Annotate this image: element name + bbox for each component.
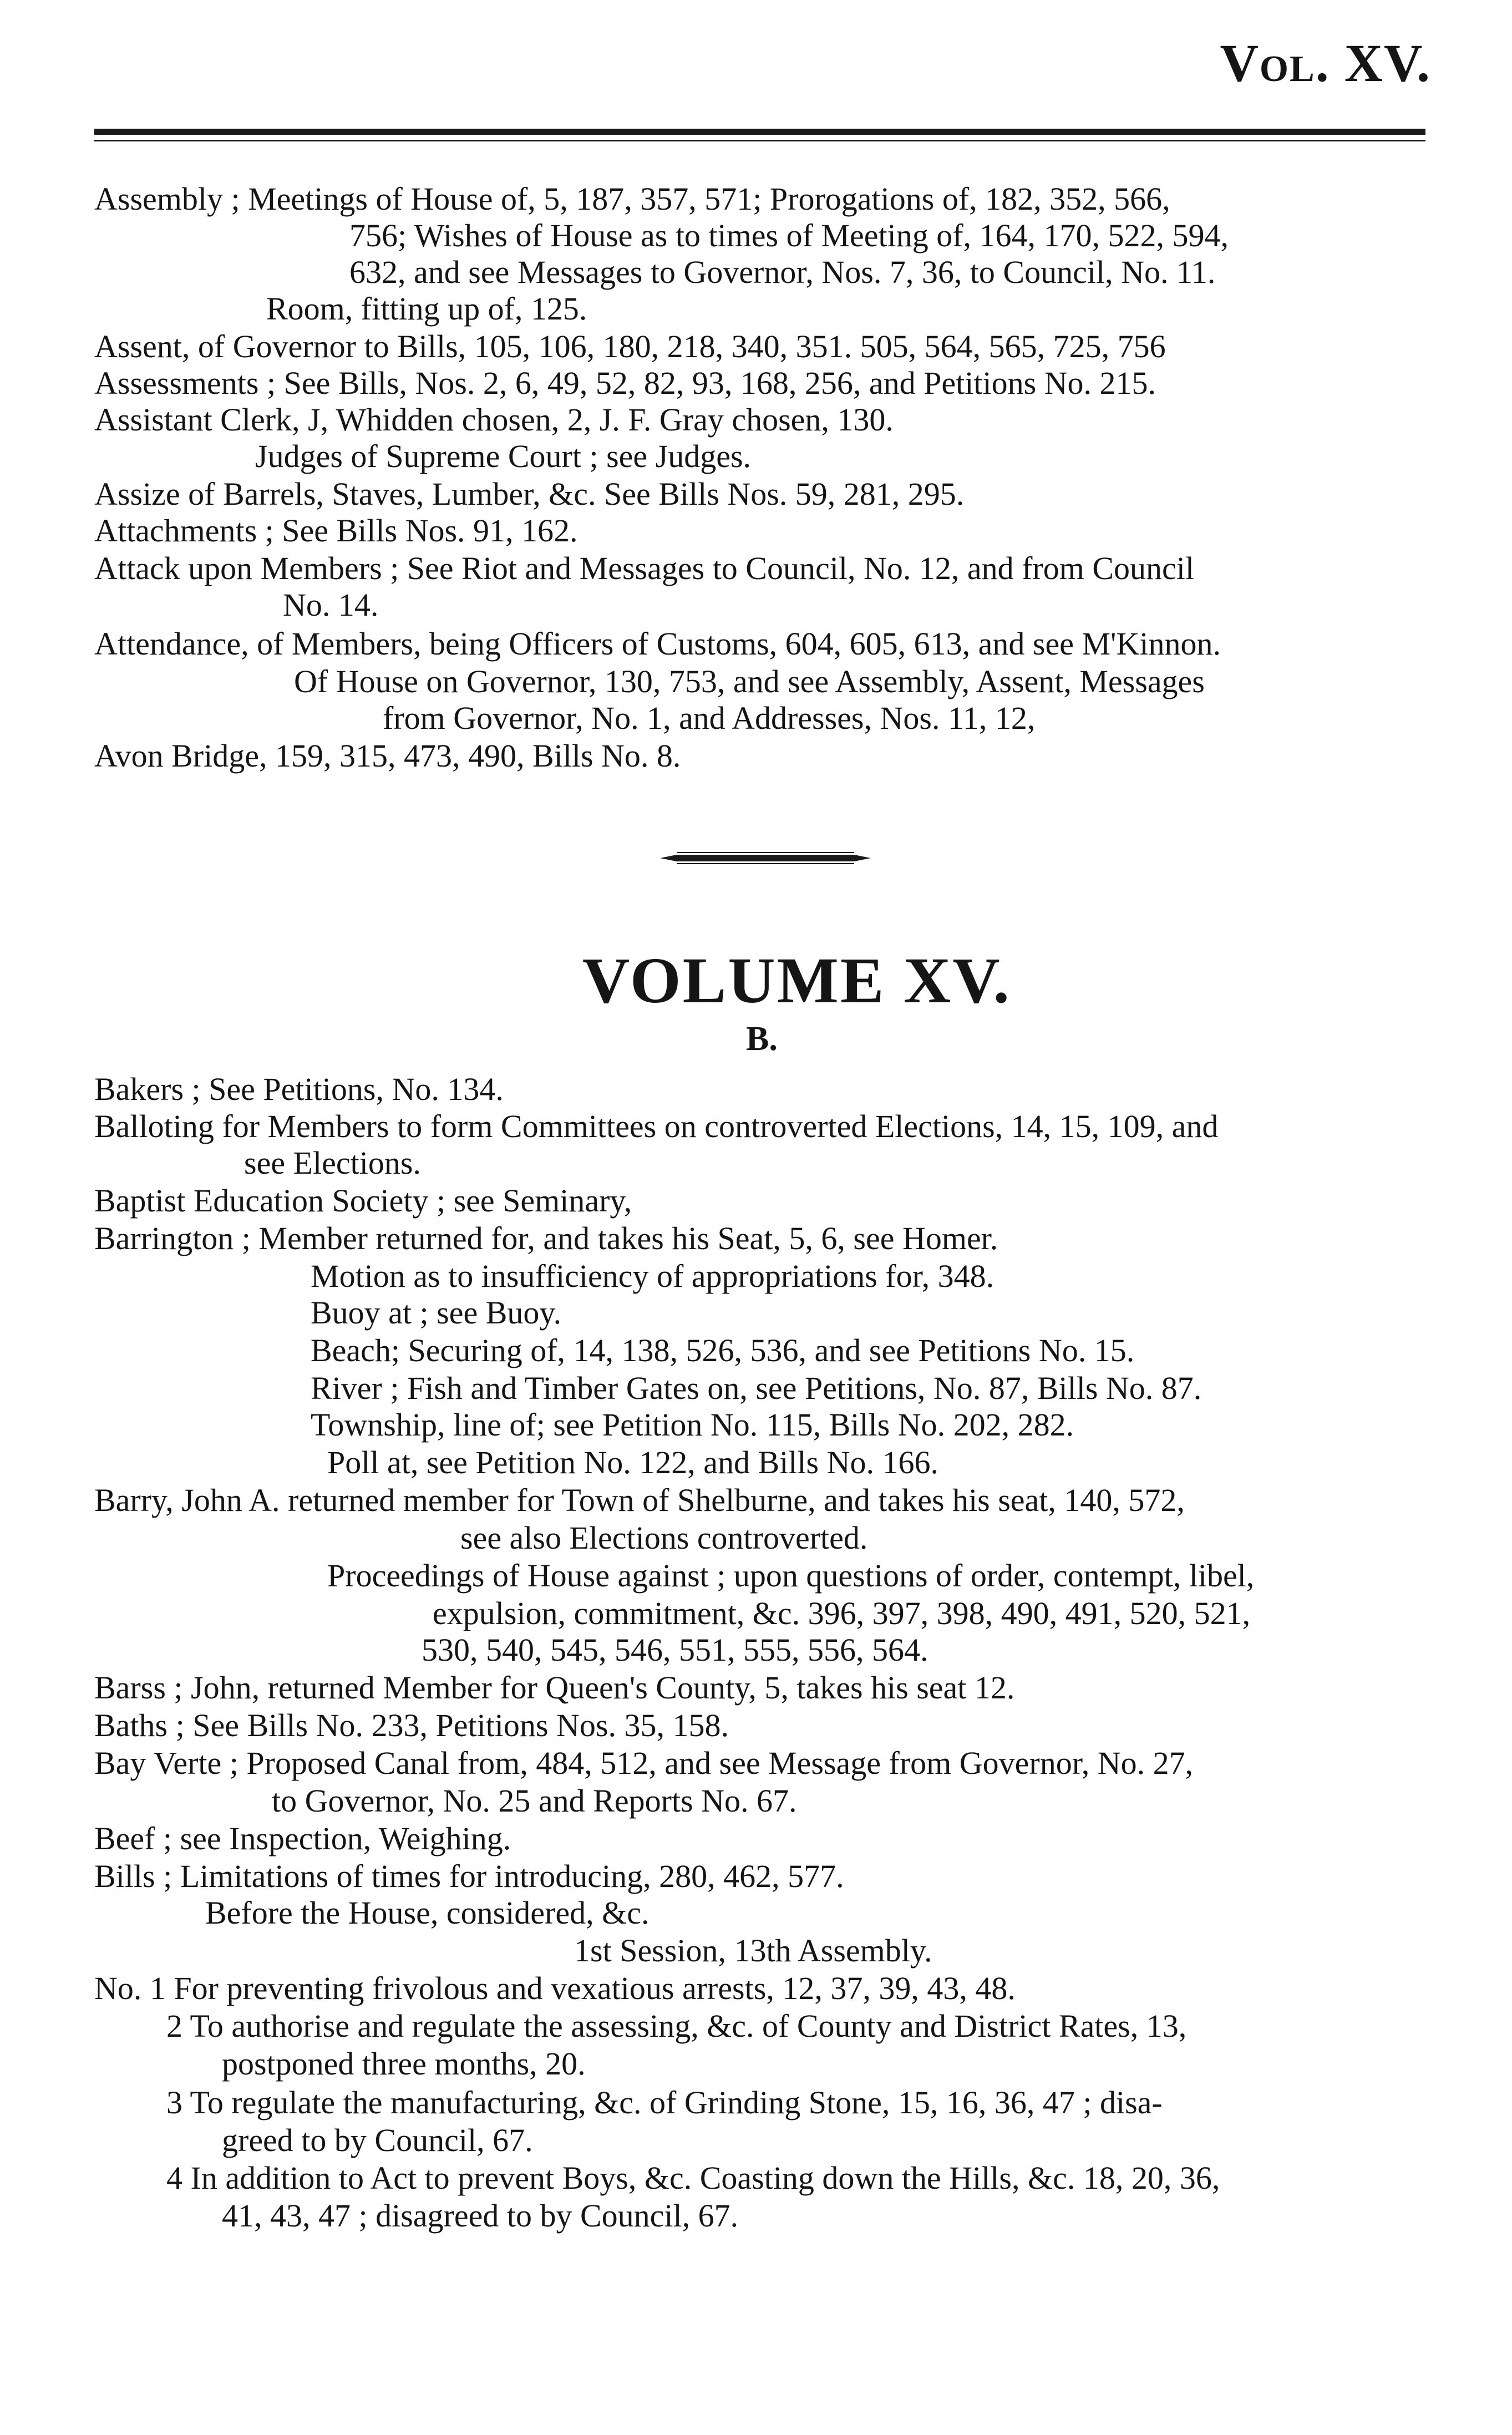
index-subentry: expulsion, commitment, &c. 396, 397, 398, 490, 491, 520, 521, (433, 1595, 1251, 1631)
bill-item-1: No. 1 For preventing frivolous and vexatious arrests, 12, 37, 39, 43, 48. (94, 1970, 1016, 2006)
volume-heading: VOLUME XV. (582, 944, 1011, 1017)
index-subentry: 530, 540, 545, 546, 551, 555, 556, 564. (422, 1632, 928, 1668)
index-subentry: River ; Fish and Timber Gates on, see Petitions, No. 87, Bills No. 87. (311, 1370, 1202, 1406)
index-subentry: Township, line of; see Petition No. 115, Bills No. 202, 282. (311, 1407, 1074, 1443)
ornamental-divider (660, 851, 871, 865)
index-subentry: Poll at, see Petition No. 122, and Bills No. 166. (327, 1444, 938, 1480)
index-subentry: see Elections. (244, 1145, 421, 1181)
index-subentry: greed to by Council, 67. (222, 2122, 533, 2158)
index-subentry: Before the House, considered, &c. (205, 1895, 650, 1931)
index-entry-assembly: Assembly ; Meetings of House of, 5, 187, 357, 571; Prorogations of, 182, 352, 566, (94, 181, 1170, 217)
header-rule (94, 129, 1425, 141)
index-entry-attendance: Attendance, of Members, being Officers of Customs, 604, 605, 613, and see M'Kinnon. (94, 626, 1221, 662)
index-entry-bills: Bills ; Limitations of times for introducing, 280, 462, 577. (94, 1858, 844, 1894)
index-entry-bay-verte: Bay Verte ; Proposed Canal from, 484, 512, and see Message from Governor, No. 27, (94, 1745, 1194, 1781)
index-entry-baths: Baths ; See Bills No. 233, Petitions Nos. 35, 158. (94, 1707, 729, 1743)
index-entry-beef: Beef ; see Inspection, Weighing. (94, 1820, 511, 1856)
index-entry-balloting: Balloting for Members to form Committees on controverted Elections, 14, 15, 109, and (94, 1108, 1219, 1144)
index-entry-assent: Assent, of Governor to Bills, 105, 106, 180, 218, 340, 351. 505, 564, 565, 725, 756 (94, 328, 1166, 364)
index-subentry: Of House on Governor, 130, 753, and see Assembly, Assent, Messages (294, 663, 1205, 699)
index-entry-barrington: Barrington ; Member returned for, and takes his Seat, 5, 6, see Homer. (94, 1220, 998, 1256)
bill-item-3: 3 To regulate the manufacturing, &c. of Grinding Stone, 15, 16, 36, 47 ; disa- (166, 2084, 1163, 2121)
index-subentry: 41, 43, 47 ; disagreed to by Council, 67. (222, 2198, 739, 2234)
index-subentry: from Governor, No. 1, and Addresses, Nos. 11, 12, (383, 700, 1036, 736)
index-subentry: No. 14. (283, 587, 379, 623)
index-subentry: 756; Wishes of House as to times of Meeting of, 164, 170, 522, 594, (349, 217, 1229, 253)
index-entry-assessments: Assessments ; See Bills, Nos. 2, 6, 49, 52, 82, 93, 168, 256, and Petitions No. 215. (94, 365, 1156, 401)
index-subentry: Room, fitting up of, 125. (266, 291, 587, 327)
session-heading: 1st Session, 13th Assembly. (574, 1932, 932, 1969)
index-entry-barss: Barss ; John, returned Member for Queen's County, 5, takes his seat 12. (94, 1670, 1015, 1706)
index-subentry: Motion as to insufficiency of appropriations for, 348. (311, 1258, 995, 1294)
index-subentry: Buoy at ; see Buoy. (311, 1295, 562, 1331)
index-subentry: Judges of Supreme Court ; see Judges. (255, 438, 752, 474)
index-entry-baptist: Baptist Education Society ; see Seminary, (94, 1183, 632, 1219)
index-entry-assistant: Assistant Clerk, J, Whidden chosen, 2, J. F. Gray chosen, 130. (94, 402, 894, 438)
index-subentry: see also Elections controverted. (460, 1520, 868, 1556)
running-head: Vol. XV. (1220, 33, 1431, 93)
index-entry-barry: Barry, John A. returned member for Town of Shelburne, and takes his seat, 140, 572, (94, 1482, 1185, 1518)
index-subentry: 632, and see Messages to Governor, Nos. 7, 36, to Council, No. 11. (349, 254, 1216, 290)
index-entry-attack: Attack upon Members ; See Riot and Messages to Council, No. 12, and from Council (94, 550, 1194, 586)
index-entry-bakers: Bakers ; See Petitions, No. 134. (94, 1071, 504, 1107)
index-entry-avon-bridge: Avon Bridge, 159, 315, 473, 490, Bills No. 8. (94, 738, 681, 774)
index-entry-attachments: Attachments ; See Bills Nos. 91, 162. (94, 513, 578, 549)
letter-heading: B. (746, 1020, 778, 1058)
bill-item-2: 2 To authorise and regulate the assessing, &c. of County and District Rates, 13, (166, 2008, 1187, 2044)
index-entry-assize: Assize of Barrels, Staves, Lumber, &c. See Bills Nos. 59, 281, 295. (94, 476, 965, 512)
index-subentry: postponed three months, 20. (222, 2046, 586, 2082)
index-subentry: to Governor, No. 25 and Reports No. 67. (272, 1783, 797, 1819)
bill-item-4: 4 In addition to Act to prevent Boys, &c. Coasting down the Hills, &c. 18, 20, 36, (166, 2160, 1220, 2196)
index-subentry: Proceedings of House against ; upon questions of order, contempt, libel, (327, 1558, 1255, 1594)
index-subentry: Beach; Securing of, 14, 138, 526, 536, and see Petitions No. 15. (311, 1332, 1135, 1368)
